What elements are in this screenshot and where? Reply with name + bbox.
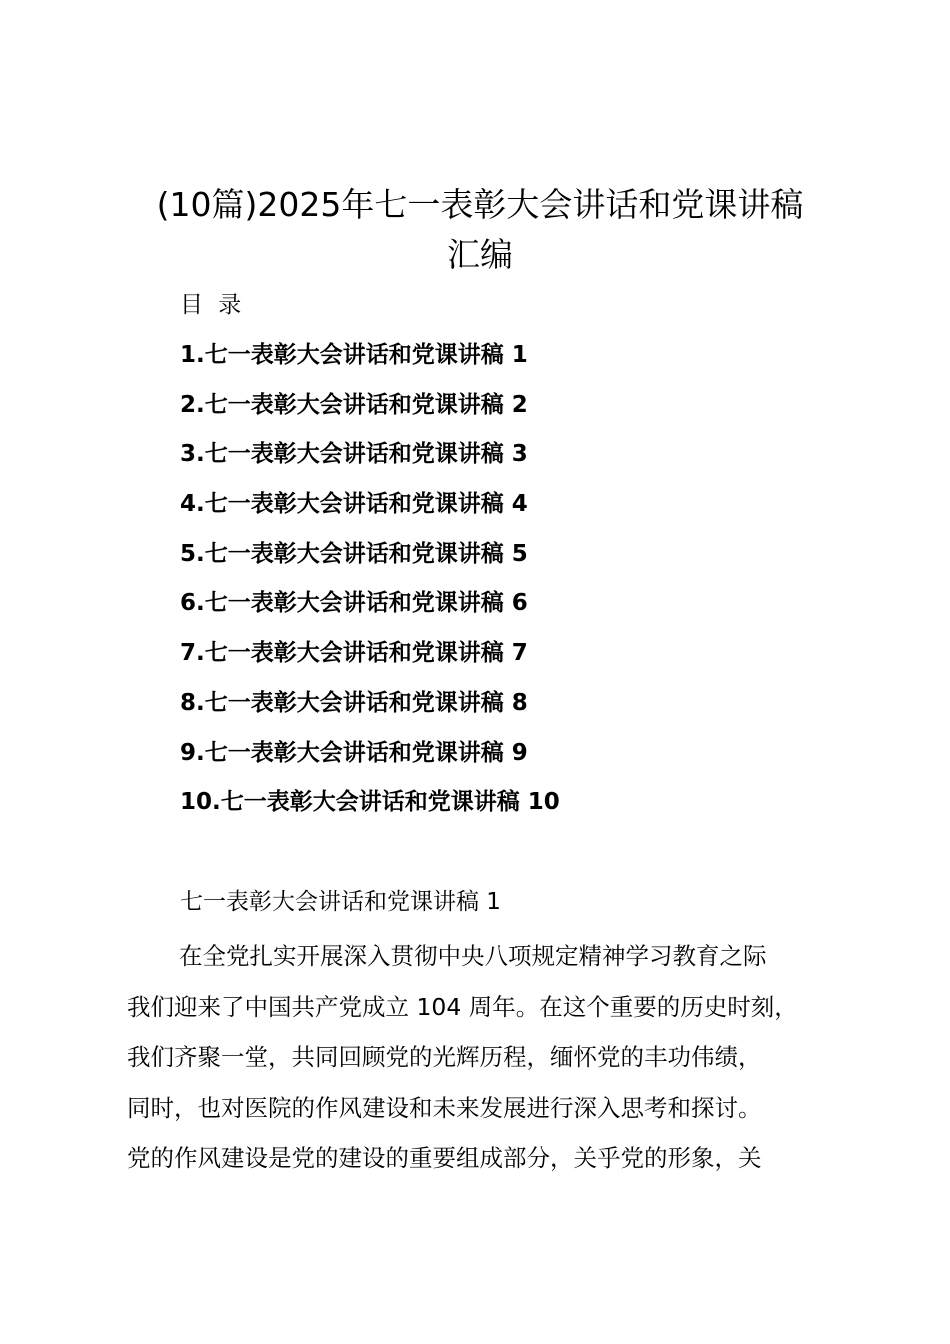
toc-item[interactable]: 10.七一表彰大会讲话和党课讲稿 10: [180, 789, 560, 816]
toc-heading: 目 录: [180, 292, 246, 318]
body-line: 我们迎来了中国共产党成立 104 周年。在这个重要的历史时刻，: [127, 992, 798, 1021]
body-line: 同时，也对医院的作风建设和未来发展进行深入思考和探讨。: [127, 1093, 762, 1122]
body-line: 在全党扎实开展深入贯彻中央八项规定精神学习教育之际: [179, 942, 767, 970]
toc-item[interactable]: 4.七一表彰大会讲话和党课讲稿 4: [180, 491, 528, 518]
toc-item[interactable]: 7.七一表彰大会讲话和党课讲稿 7: [180, 640, 528, 667]
toc-item[interactable]: 6.七一表彰大会讲话和党课讲稿 6: [180, 590, 528, 617]
table-of-contents: [180, 336, 560, 833]
toc-item[interactable]: 8.七一表彰大会讲话和党课讲稿 8: [180, 689, 528, 716]
document-title: [110, 180, 850, 280]
toc-item[interactable]: 5.七一表彰大会讲话和党课讲稿 5: [180, 540, 528, 567]
section-title: 七一表彰大会讲话和党课讲稿 1: [180, 889, 501, 915]
toc-item[interactable]: 1.七一表彰大会讲话和党课讲稿 1: [180, 342, 528, 368]
title-line-1: (10篇)2025年七一表彰大会讲话和党课讲稿: [156, 185, 804, 224]
body-paragraph: [127, 931, 855, 1184]
toc-item[interactable]: 3.七一表彰大会讲话和党课讲稿 3: [180, 441, 528, 468]
toc-item[interactable]: 2.七一表彰大会讲话和党课讲稿 2: [180, 391, 528, 418]
body-line: 党的作风建设是党的建设的重要组成部分，关乎党的形象，关: [127, 1144, 762, 1172]
title-line-2: 汇编: [447, 235, 513, 274]
body-line: 我们齐聚一堂，共同回顾党的光辉历程，缅怀党的丰功伟绩，: [127, 1043, 762, 1071]
toc-item[interactable]: 9.七一表彰大会讲话和党课讲稿 9: [180, 739, 528, 766]
